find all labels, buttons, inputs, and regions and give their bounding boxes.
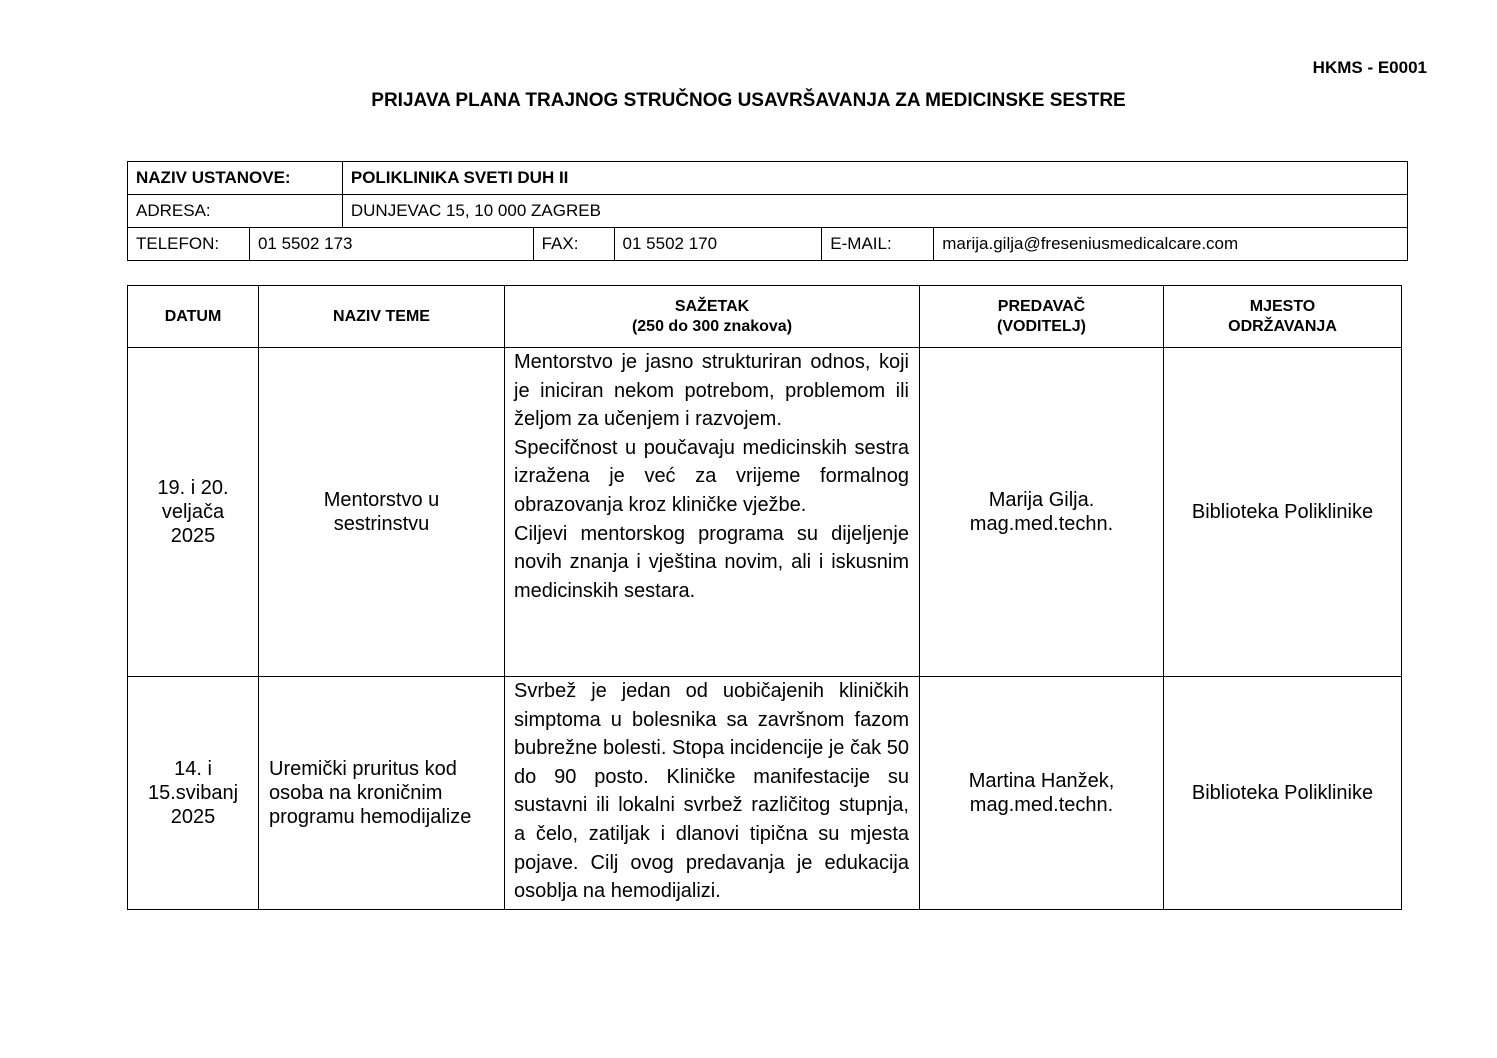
table-row	[128, 348, 1402, 677]
header-lecturer-line1: PREDAVAČ	[997, 297, 1086, 315]
lecturer-title: mag.med.techn.	[969, 513, 1114, 535]
abstract-cell	[505, 348, 920, 677]
topic-line: Uremički pruritus kod	[269, 758, 457, 780]
plan-table	[127, 285, 1402, 910]
location-cell: Biblioteka Poliklinike	[1164, 348, 1402, 677]
document-title: PRIJAVA PLANA TRAJNOG STRUČNOG USAVRŠAVANJA ZA MEDICINSKE SESTRE	[371, 90, 1126, 111]
date-line: 2025	[170, 525, 216, 547]
date-cell	[128, 677, 259, 910]
lecturer-cell	[920, 348, 1164, 677]
abstract-paragraph: Specifčnost u poučavaju medicinskih sestra izražena je već za vrijeme formalnog obrazovanja kroz kliničke vježbe.	[514, 436, 909, 516]
institution-name-row	[128, 162, 1408, 195]
location-cell: Biblioteka Poliklinike	[1164, 677, 1402, 910]
topic-cell	[259, 677, 505, 910]
header-abstract-sub: (250 do 300 znakova)	[631, 317, 793, 335]
topic-line: sestrinstvu	[333, 513, 430, 535]
institution-table	[127, 161, 1408, 261]
date-cell	[128, 348, 259, 677]
lecturer-name: Marija Gilja.	[988, 489, 1095, 511]
topic-line: Mentorstvo u	[323, 489, 440, 511]
date-line: 15.svibanj	[147, 782, 239, 804]
topic-cell	[259, 348, 505, 677]
topic-line: programu hemodijalize	[269, 806, 472, 828]
institution-name-label: NAZIV USTANOVE:	[128, 162, 343, 195]
abstract-paragraph: Ciljevi mentorskog programa su dijeljenje novih znanja i vještina novim, ali i iskusnim medicinskih sestara.	[514, 522, 909, 602]
date-line: 14. i	[174, 758, 212, 780]
phone-value: 01 5502 173	[249, 228, 533, 261]
header-location	[1164, 286, 1402, 348]
lecturer-cell	[920, 677, 1164, 910]
date-line: 19. i 20.	[157, 477, 229, 499]
address-value: DUNJEVAC 15, 10 000 ZAGREB	[342, 195, 1407, 228]
fax-value: 01 5502 170	[614, 228, 822, 261]
header-location-line2: ODRŽAVANJA	[1228, 317, 1337, 335]
phone-label: TELEFON:	[128, 228, 250, 261]
institution-name-value: POLIKLINIKA SVETI DUH II	[342, 162, 1407, 195]
document-code: HKMS - E0001	[1312, 58, 1427, 77]
date-line: 2025	[170, 806, 216, 828]
header-date: DATUM	[128, 286, 259, 348]
address-label: ADRESA:	[128, 195, 343, 228]
topic-line: osoba na kroničnim	[269, 782, 443, 804]
header-abstract-title: SAŽETAK	[674, 297, 750, 315]
header-lecturer	[920, 286, 1164, 348]
lecturer-title: mag.med.techn.	[969, 794, 1114, 816]
table-row	[128, 677, 1402, 910]
abstract-cell	[505, 677, 920, 910]
abstract-paragraph: Mentorstvo je jasno strukturiran odnos, koji je iniciran nekom potrebom, problemom ili željom za učenjem i razvojem.	[514, 351, 909, 431]
plan-header-row	[128, 286, 1402, 348]
fax-label: FAX:	[533, 228, 614, 261]
header-topic: NAZIV TEME	[259, 286, 505, 348]
header-lecturer-line2: (VODITELJ)	[997, 317, 1086, 335]
institution-contact-row	[128, 228, 1408, 261]
institution-address-row	[128, 195, 1408, 228]
email-value: marija.gilja@freseniusmedicalcare.com	[934, 228, 1408, 261]
lecturer-name: Martina Hanžek,	[968, 770, 1115, 792]
date-line: veljača	[161, 501, 225, 523]
email-label: E-MAIL:	[822, 228, 934, 261]
abstract-paragraph: Svrbež je jedan od uobičajenih kliničkih simptoma u bolesnika sa završnom fazom bubrežne bolesti. Stopa incidencije je čak 50 do 90 posto. Kliničke manifestacije su sustavni ili lokalni svrbež različitog stupnja, a čelo, zatiljak i dlanovi tipična su mjesta pojave. Cilj ovog predavanja je edukacija osoblja na hemodijalizi.	[514, 680, 909, 903]
header-abstract	[505, 286, 920, 348]
header-location-line1: MJESTO	[1249, 297, 1316, 315]
